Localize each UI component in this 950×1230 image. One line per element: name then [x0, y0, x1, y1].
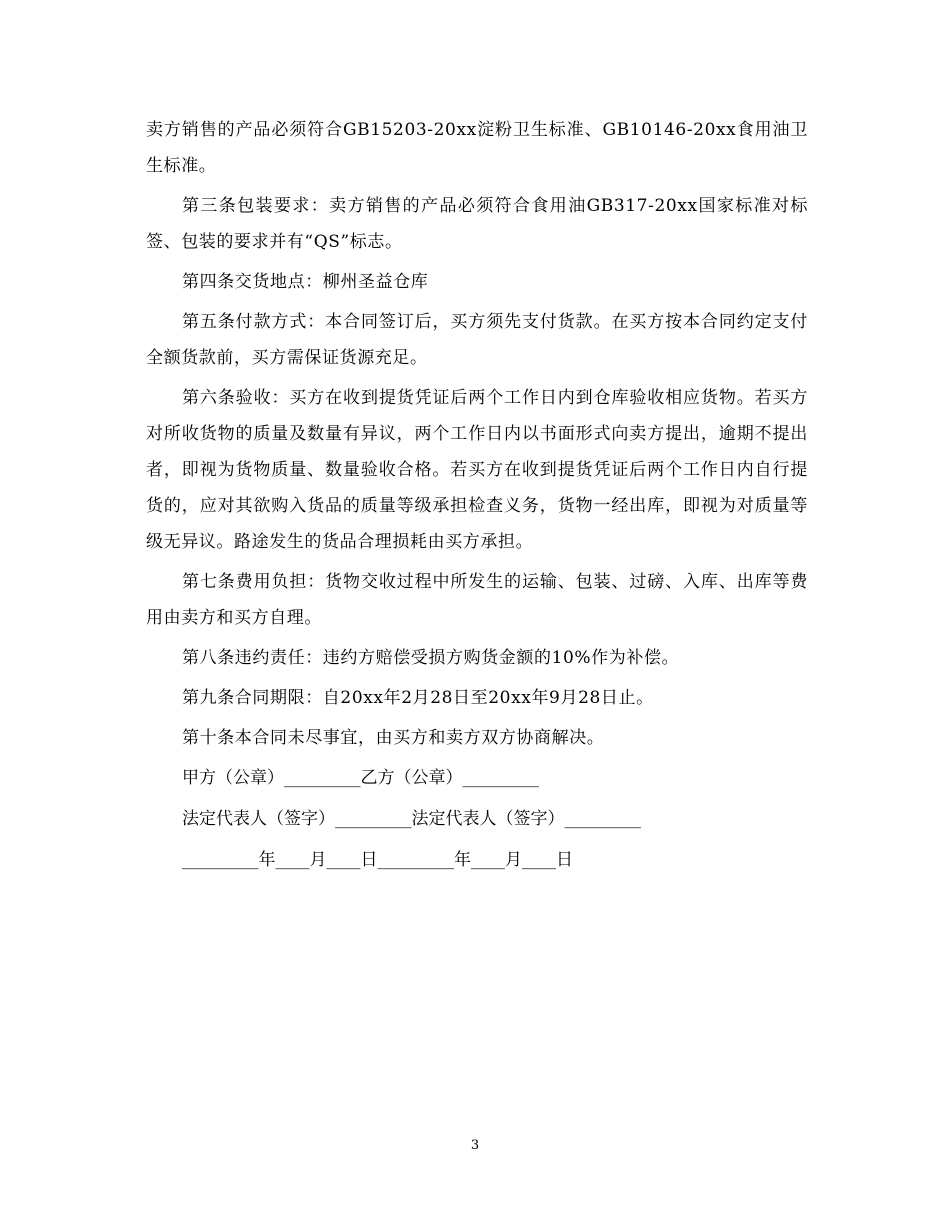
article-6-acceptance: 第六条验收：买方在收到提货凭证后两个工作日内到仓库验收相应货物。若买方对所收货物的质量及数量有异议，两个工作日内以书面形式向卖方提出，逾期不提出者，即视为货物质量、数量验收合格。若买方在收到提货凭证后两个工作日内自行提货的，应对其欲购入货品的质量等级承担检查义务，货物一经出库，即视为对质量等级无异议。路途发生的货品合理损耗由买方承担。	[146, 388, 808, 552]
article-7-expenses: 第七条费用负担：货物交收过程中所发生的运输、包装、过磅、入库、出库等费用由卖方和买方自理。	[146, 572, 808, 628]
signature-representative-line: 法定代表人（签字）_________法定代表人（签字）_________	[182, 809, 641, 829]
paragraph-continuation: 卖方销售的产品必须符合GB15203-20xx淀粉卫生标准、GB10146-20xx食用油卫生标准。	[146, 120, 808, 176]
page-number: 3	[470, 1138, 480, 1153]
article-10-other: 第十条本合同未尽事宜，由买方和卖方双方协商解决。	[182, 728, 605, 748]
article-8-liability: 第八条违约责任：违约方赔偿受损方购货金额的10%作为补偿。	[182, 648, 680, 668]
signature-seal-line: 甲方（公章）_________乙方（公章）_________	[182, 768, 539, 788]
article-5-payment: 第五条付款方式：本合同签订后，买方须先支付货款。在买方按本合同约定支付全额货款前，买方需保证货源充足。	[146, 312, 808, 368]
signature-date-line: _________年____月____日_________年____月____日	[182, 850, 573, 870]
article-9-term: 第九条合同期限：自20xx年2月28日至20xx年9月28日止。	[182, 688, 654, 708]
document-body	[146, 112, 808, 878]
article-4-delivery-location: 第四条交货地点：柳州圣益仓库	[182, 272, 429, 292]
article-3-packaging: 第三条包装要求：卖方销售的产品必须符合食用油GB317-20xx国家标准对标签、包装的要求并有“QS”标志。	[146, 196, 808, 252]
